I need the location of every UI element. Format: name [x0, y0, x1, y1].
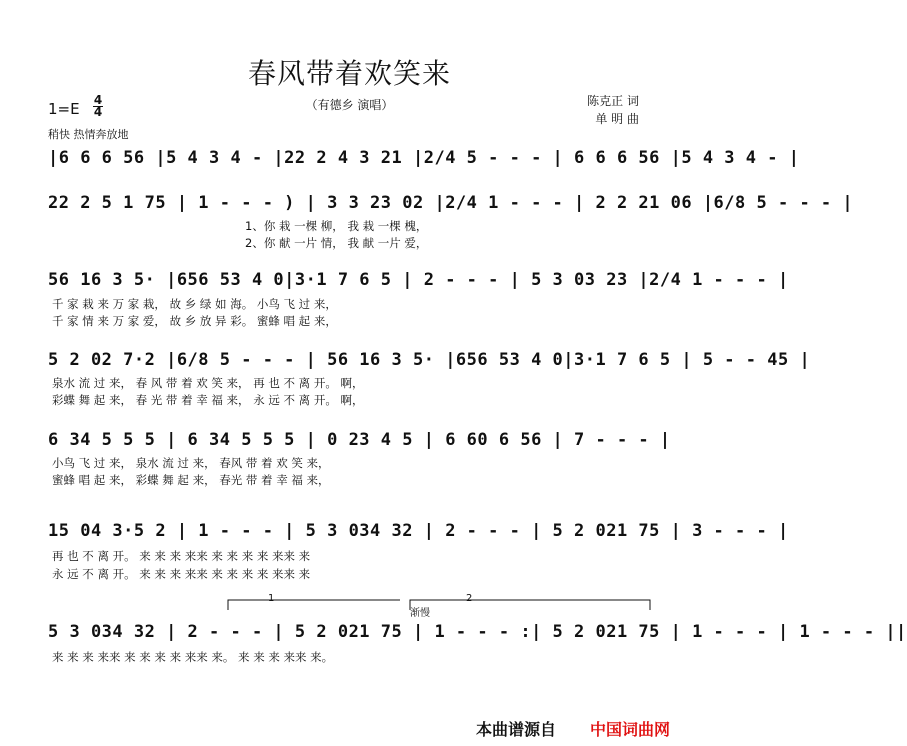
lyricist-credit: 陈克正 词	[587, 94, 639, 108]
performer-note: （有德乡 演唱）	[305, 98, 394, 112]
composer-credit: 单 明 曲	[595, 112, 639, 126]
system-4-notes: 5 2 02 7·2 |6/8 5 - - - | 56 16 3 5· |656 53 4 0|3·1 7 6 5 | 5 - - 45 |	[48, 350, 811, 370]
system-3-notes: 56 16 3 5· |656 53 4 0|3·1 7 6 5 | 2 - - - | 5 3 03 23 |2/4 1 - - - |	[48, 270, 789, 290]
song-title: 春风带着欢笑来	[247, 57, 451, 90]
footer-site-name[interactable]: 中国词曲网	[590, 720, 671, 739]
system-6-lyrics-verse2: 永 远 不 离 开。 来 来 来 来来 来 来 来 来 来来 来	[52, 567, 311, 581]
system-7-notes: 5 3 034 32 | 2 - - - | 5 2 021 75 | 1 - - - :| 5 2 021 75 | 1 - - - | 1 - - - ||	[48, 622, 907, 642]
system-5-lyrics-verse2: 蜜蜂 唱 起 来， 彩蝶 舞 起 来， 春光 带 着 幸 福 来，	[52, 473, 330, 487]
system-6-notes: 15 04 3·5 2 | 1 - - - | 5 3 034 32 | 2 - - - | 5 2 021 75 | 3 - - - |	[48, 521, 789, 541]
system-6-lyrics-verse1: 再 也 不 离 开。 来 来 来 来来 来 来 来 来 来来 来	[52, 549, 311, 563]
ritardando-marking: 渐慢	[410, 608, 430, 619]
system-3-lyrics-verse2: 千 家 情 来 万 家 爱， 故 乡 放 异 彩。 蜜蜂 唱 起 来，	[52, 314, 337, 328]
system-3-lyrics-verse1: 千 家 栽 来 万 家 栽， 故 乡 绿 如 海。 小鸟 飞 过 来，	[52, 297, 337, 311]
system-7-lyrics: 来 来 来 来来 来 来 来 来 来来 来。 来 来 来 来来 来。	[52, 650, 334, 664]
system-2-lyrics-verse2: 2、你 献 一片 情， 我 献 一片 爱，	[245, 236, 428, 250]
system-5-notes: 6 34 5 5 5 | 6 34 5 5 5 | 0 23 4 5 | 6 60 6 56 | 7 - - - |	[48, 430, 671, 450]
footer-source-label: 本曲谱源自	[476, 720, 557, 739]
key-signature: 1=E	[48, 100, 80, 118]
volta-2-label: 2	[466, 593, 473, 604]
tempo-marking: 稍快 热情奔放地	[48, 128, 129, 141]
system-5-lyrics-verse1: 小鸟 飞 过 来， 泉水 流 过 来， 春风 带 着 欢 笑 来，	[52, 456, 330, 470]
system-4-lyrics-verse1: 泉水 流 过 来， 春 风 带 着 欢 笑 来， 再 也 不 离 开。 啊，	[52, 376, 364, 390]
system-4-lyrics-verse2: 彩蝶 舞 起 来， 春 光 带 着 幸 福 来， 永 远 不 离 开。 啊，	[52, 393, 364, 407]
system-1-notes: |6 6 6 56 |5 4 3 4 - |22 2 4 3 21 |2/4 5 - - - | 6 6 6 56 |5 4 3 4 - |	[48, 148, 800, 168]
system-2-lyrics-verse1: 1、你 栽 一棵 柳， 我 栽 一棵 槐，	[245, 219, 428, 233]
time-signature-top: 4	[93, 93, 103, 107]
system-2-notes: 22 2 5 1 75 | 1 - - - ) | 3 3 23 02 |2/4 1 - - - | 2 2 21 06 |6/8 5 - - - |	[48, 193, 854, 213]
time-signature	[93, 95, 103, 118]
time-signature-bottom: 4	[93, 105, 103, 119]
volta-1-label: 1	[268, 593, 275, 604]
